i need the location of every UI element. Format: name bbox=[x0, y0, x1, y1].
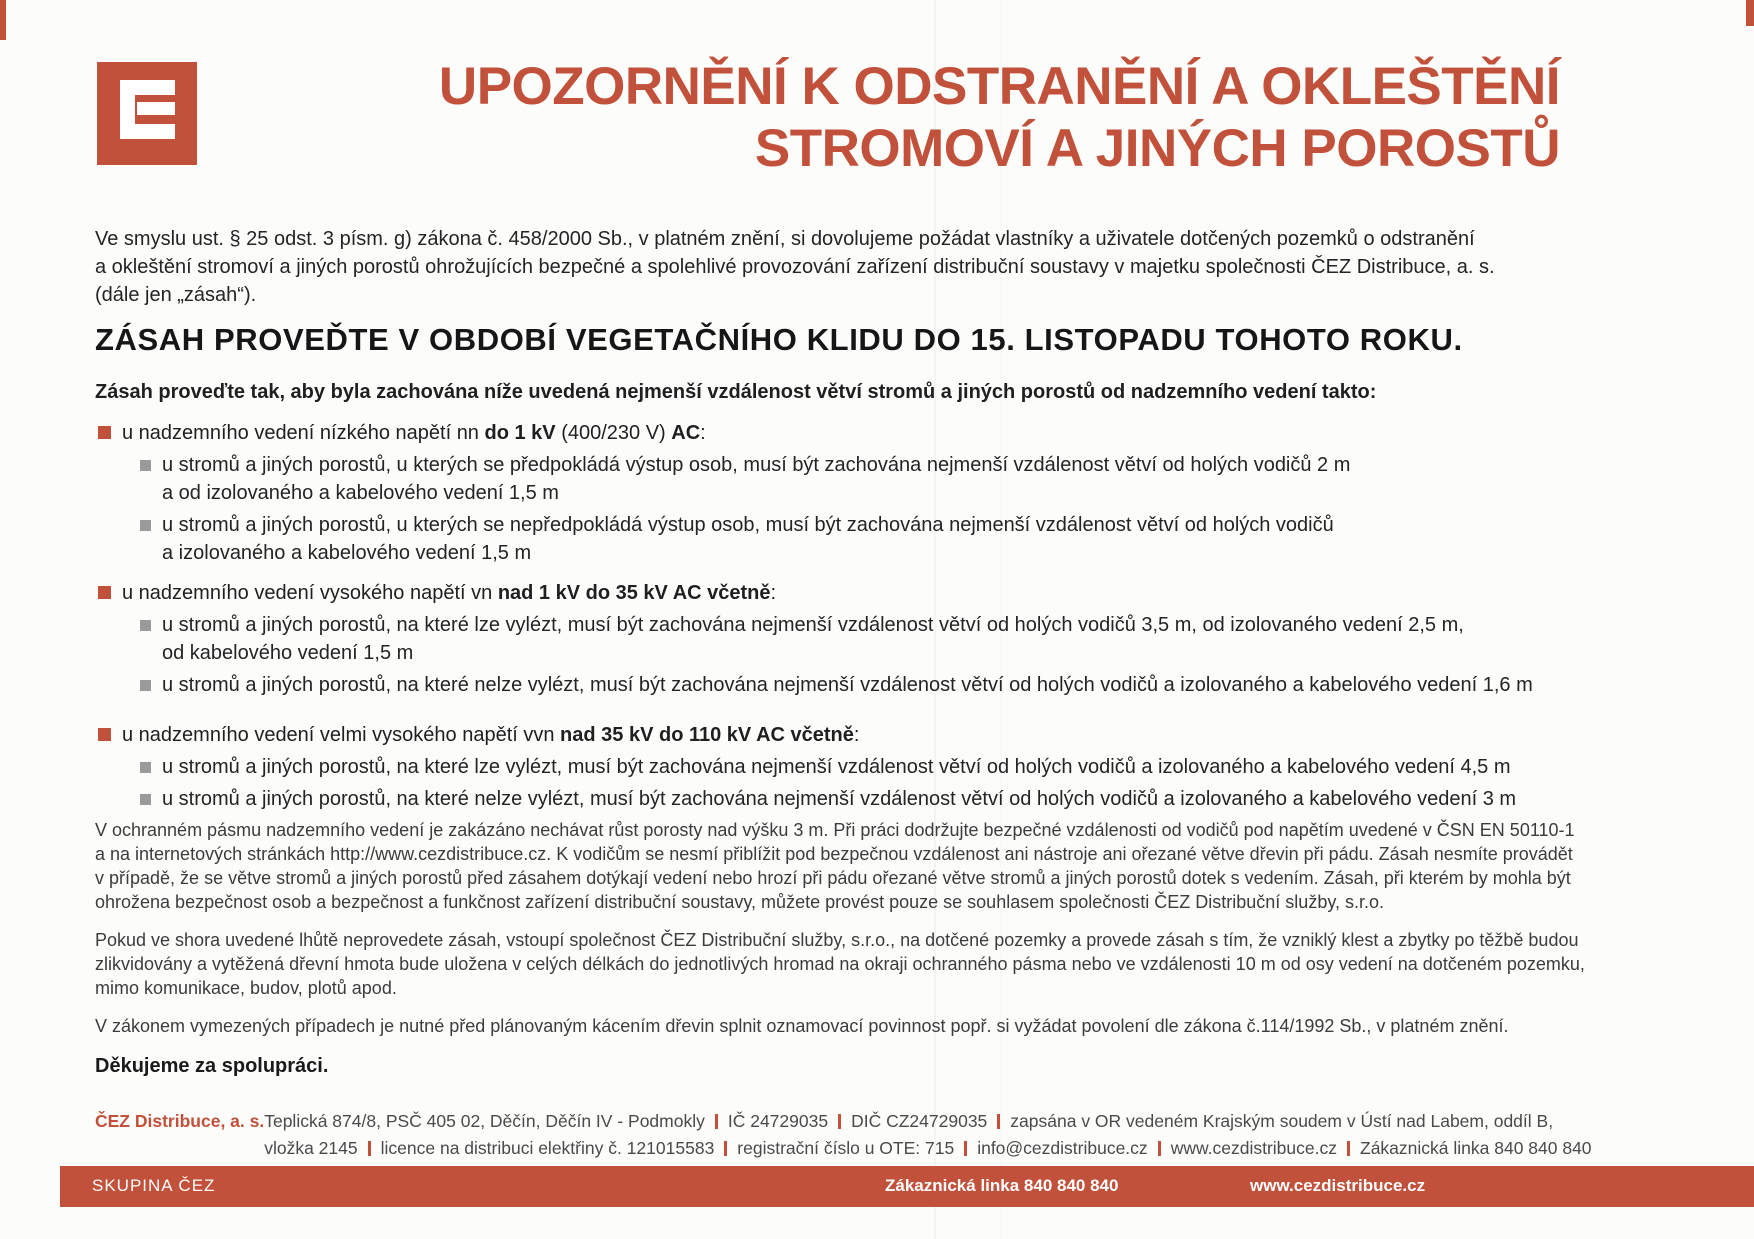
list-item-line: u stromů a jiných porostů, na které nelze vylézt, musí být zachována nejmenší vzdálenost větví od holých vodičů a izolovaného a kabelového vedení 1,6 m bbox=[162, 674, 1533, 696]
footer-line-2 bbox=[264, 1135, 1591, 1162]
section-title-text: u nadzemního vedení velmi vysokého napětí vvn bbox=[122, 723, 561, 746]
note-line: zlikvidovány a vytěžená dřevní hmota bude uložena v celých délkách do jednotlivých hromad na okraji ochranného pásma nebo ve vzdálenosti 10 m od osy vedení na dotčeném pozemku, bbox=[95, 953, 1585, 974]
section-very-high-voltage bbox=[95, 721, 1615, 814]
orange-bullet-square-icon bbox=[98, 728, 111, 741]
list-item bbox=[95, 672, 1615, 700]
list-item-line: u stromů a jiných porostů, na které lze vylézt, musí být zachována nejmenší vzdálenost větví od holých vodičů 3,5 m, od izolovaného vedení 2,5 m, bbox=[162, 614, 1464, 636]
footer-divider bbox=[1158, 1141, 1161, 1156]
footer-divider bbox=[1347, 1141, 1350, 1156]
note-paragraph bbox=[95, 1014, 1615, 1038]
note-paragraph bbox=[95, 818, 1615, 914]
section-title-bold: do 1 kV bbox=[484, 422, 556, 444]
customer-line-label: Zákaznická linka 840 840 840 bbox=[885, 1176, 1119, 1195]
note-paragraph bbox=[95, 928, 1615, 1000]
document-title bbox=[439, 56, 1560, 180]
scan-edge-artifact bbox=[0, 0, 6, 40]
company-details bbox=[264, 1108, 1591, 1162]
footer-segment: registrační číslo u OTE: 715 bbox=[737, 1137, 955, 1158]
note-line: a na internetových stránkách http://www.cezdistribuce.cz. K vodičům se nesmí přiblížit pod bezpečnou vzdálenost ani nástroje ani ořezané větve dřevin při pádu. Zásah nesmíte provádět bbox=[95, 843, 1573, 864]
orange-bullet-square-icon bbox=[98, 426, 111, 439]
skupina-cez-label: SKUPINA ČEZ bbox=[92, 1176, 216, 1195]
note-line: mimo komunikace, budov, plotů apod. bbox=[95, 977, 397, 998]
section-title-text: u nadzemního vedení vysokého napětí vn bbox=[122, 582, 498, 604]
thanks-line: Děkujeme za spolupráci. bbox=[95, 1054, 329, 1077]
company-name: ČEZ Distribuce, a. s. bbox=[95, 1110, 265, 1131]
list-item-line: a izolovaného a kabelového vedení 1,5 m bbox=[162, 541, 532, 564]
list-item bbox=[95, 612, 1615, 667]
section-title-bold: nad 35 kV do 110 kV AC včetně bbox=[560, 723, 854, 746]
gray-bullet-square-icon bbox=[140, 794, 151, 805]
intro-line: Ve smyslu ust. § 25 odst. 3 písm. g) zákona č. 458/2000 Sb., v platném znění, si dovolujeme požádat vlastníky a uživatele dotčených pozemků o odstranění bbox=[95, 228, 1475, 250]
document-body bbox=[95, 225, 1615, 1162]
section-title bbox=[95, 721, 1615, 749]
section-low-voltage bbox=[95, 419, 1615, 567]
footer-segment: vložka 2145 bbox=[264, 1137, 358, 1158]
lead-paragraph: Zásah proveďte tak, aby byla zachována níže uvedená nejmenší vzdálenost větví stromů a jiných porostů od nadzemního vedení takto: bbox=[95, 381, 1377, 403]
section-title-text: : bbox=[700, 422, 706, 444]
footer-segment: Teplická 874/8, PSČ 405 02, Děčín, Děčín IV - Podmokly bbox=[264, 1110, 705, 1131]
list-item-line: u stromů a jiných porostů, u kterých se nepředpokládá výstup osob, musí být zachována nejmenší vzdálenost větví od holých vodičů bbox=[162, 514, 1334, 536]
note-line: v případě, že se větve stromů a jiných porostů před zásahem dotýkají vedení nebo hrozí při pádu ořezané větve stromů a jiných porostů dotek s vedením. Zásah, při kterém by mohla být bbox=[95, 867, 1571, 888]
intro-line: (dále jen „zásah“). bbox=[95, 284, 257, 306]
footer-divider bbox=[368, 1141, 371, 1156]
list-item bbox=[95, 786, 1615, 814]
gray-bullet-square-icon bbox=[140, 620, 151, 631]
list-item-line: u stromů a jiných porostů, na které nelze vylézt, musí být zachována nejmenší vzdálenost větví od holých vodičů a izolovaného a kabelového vedení 3 m bbox=[162, 788, 1517, 810]
gray-bullet-square-icon bbox=[140, 680, 151, 691]
section-high-voltage bbox=[95, 579, 1615, 700]
scan-edge-artifact bbox=[1746, 0, 1754, 26]
footer-divider bbox=[724, 1141, 727, 1156]
company-footer bbox=[95, 1108, 1615, 1162]
intro-line: a okleštění stromoví a jiných porostů ohrožujících bezpečné a spolehlivé provozování zařízení distribuční soustavy v majetku společnosti ČEZ Distribuce, a. s. bbox=[95, 256, 1495, 278]
list-item bbox=[95, 754, 1615, 782]
fine-print bbox=[95, 818, 1615, 1038]
website-label: www.cezdistribuce.cz bbox=[1250, 1176, 1426, 1195]
gray-bullet-square-icon bbox=[140, 520, 151, 531]
gray-bullet-square-icon bbox=[140, 460, 151, 471]
footer-segment: info@cezdistribuce.cz bbox=[977, 1137, 1148, 1158]
cez-logo-icon bbox=[97, 62, 197, 165]
section-title-bold: nad 1 kV do 35 kV AC včetně bbox=[497, 582, 771, 604]
intro-paragraph bbox=[95, 225, 1615, 309]
note-line: Pokud ve shora uvedené lhůtě neprovedete zásah, vstoupí společnost ČEZ Distribuční služby, s.r.o., na dotčené pozemky a provede zásah s tím, že vzniklý klest a zbytky po těžbě budou bbox=[95, 929, 1579, 950]
section-title bbox=[95, 419, 1615, 447]
footer-segment: IČ 24729035 bbox=[727, 1110, 829, 1131]
section-title-bold: AC bbox=[671, 422, 701, 444]
section-title bbox=[95, 579, 1615, 607]
footer-divider bbox=[964, 1141, 967, 1156]
orange-bullet-square-icon bbox=[98, 586, 111, 599]
document-title-line-2: STROMOVÍ A JINÝCH POROSTŮ bbox=[754, 119, 1560, 178]
footer-segment: licence na distribuci elektřiny č. 121015583 bbox=[380, 1137, 715, 1158]
footer-divider bbox=[838, 1114, 841, 1129]
footer-segment: www.cezdistribuce.cz bbox=[1170, 1137, 1337, 1158]
footer-divider bbox=[997, 1114, 1000, 1129]
list-item bbox=[95, 452, 1615, 507]
section-title-text: (400/230 V) bbox=[555, 422, 672, 444]
list-item-line: a od izolovaného a kabelového vedení 1,5 m bbox=[162, 481, 559, 504]
footer-segment: zapsána v OR vedeném Krajským soudem v Ústí nad Labem, oddíl B, bbox=[1010, 1110, 1554, 1131]
list-item-line: od kabelového vedení 1,5 m bbox=[162, 641, 414, 664]
section-title-text: : bbox=[770, 582, 777, 604]
section-title-text: u nadzemního vedení nízkého napětí nn bbox=[122, 422, 485, 444]
list-item-line: u stromů a jiných porostů, na které lze vylézt, musí být zachována nejmenší vzdálenost větví od holých vodičů a izolovaného a kabelového vedení 4,5 m bbox=[162, 755, 1511, 778]
section-title-text: : bbox=[853, 723, 860, 746]
deadline-heading: ZÁSAH PROVEĎTE V OBDOBÍ VEGETAČNÍHO KLIDU DO 15. LISTOPADU TOHOTO ROKU. bbox=[95, 322, 1463, 357]
footer-segment: DIČ CZ24729035 bbox=[851, 1110, 988, 1131]
bottom-brand-bar bbox=[60, 1166, 1754, 1207]
note-line: ohrožena bezpečnost osob a bezpečnost a funkčnost zařízení distribuční soustavy, můžete provést pouze se souhlasem společnosti ČEZ Distribuční služby, s.r.o. bbox=[95, 891, 1385, 912]
gray-bullet-square-icon bbox=[140, 762, 151, 773]
note-line: V ochranném pásmu nadzemního vedení je zakázáno nechávat růst porosty nad výšku 3 m. Při práci dodržujte bezpečné vzdálenosti od vodičů pod napětím uvedené v ČSN EN 50110-1 bbox=[95, 819, 1575, 840]
footer-segment: Zákaznická linka 840 840 840 bbox=[1360, 1137, 1592, 1158]
list-item bbox=[95, 512, 1615, 567]
footer-divider bbox=[715, 1114, 718, 1129]
note-line: V zákonem vymezených případech je nutné před plánovaným kácením dřevin splnit oznamovací povinnost popř. si vyžádat povolení dle zákona č.114/1992 Sb., v platném znění. bbox=[95, 1015, 1509, 1036]
document-title-line-1: UPOZORNĚNÍ K ODSTRANĚNÍ A OKLEŠTĚNÍ bbox=[438, 57, 1560, 116]
list-item-line: u stromů a jiných porostů, u kterých se předpokládá výstup osob, musí být zachována nejmenší vzdálenost větví od holých vodičů 2 m bbox=[162, 454, 1351, 476]
footer-line-1 bbox=[264, 1108, 1591, 1135]
